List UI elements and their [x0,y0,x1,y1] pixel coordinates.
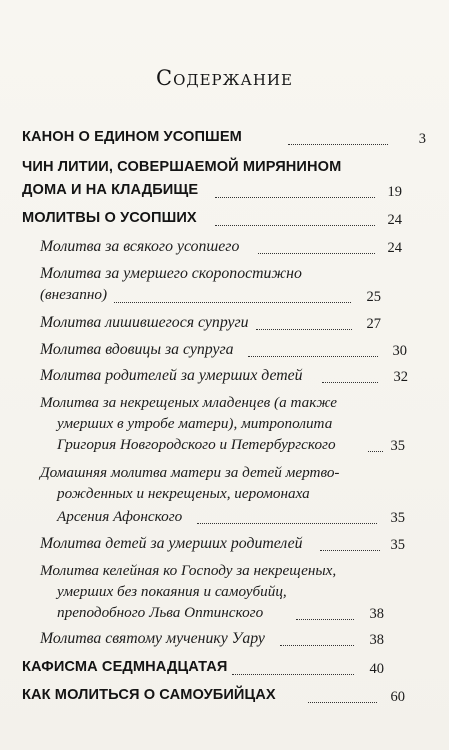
leader-dots [215,225,375,226]
toc-page-number: 38 [369,606,384,622]
toc-entry-title-continued: умерших в утробе матери), митрополита [57,415,333,432]
toc-entry-title-continued: Арсения Афонского [57,508,183,525]
toc-page-number: 35 [390,510,405,526]
leader-dots [320,550,380,551]
toc-page-number: 30 [392,343,407,359]
toc-entry-title: КАФИСМА СЕДМНАДЦАТАЯ [22,659,228,675]
toc-entry-title: Молитва за всякого усопшего [40,238,240,255]
toc-entry-title: Молитва за некрещеных младенцев (а также [40,394,337,411]
toc-page-number: 19 [387,184,402,200]
leader-dots [232,674,354,675]
toc-page-number: 40 [369,661,384,677]
toc-entry-title: КАК МОЛИТЬСЯ О САМОУБИЙЦАХ [22,687,276,703]
toc-entry-title: Молитва лишившегося супруги [40,314,249,331]
toc-entry-title-continued: рожденных и некрещеных, иеромонаха [57,485,310,502]
toc-page-number: 38 [369,632,384,648]
toc-entry-title: Молитва келейная ко Господу за некрещеных, [40,562,337,579]
toc-page-number: 35 [390,537,405,553]
leader-dots [114,302,351,303]
leader-dots [256,329,352,330]
leader-dots [280,645,354,646]
toc-page-number: 24 [387,240,402,256]
toc-page-number: 3 [418,131,426,147]
toc-entry-title-continued: Григория Новгородского и Петербургского [57,436,336,453]
toc-entry-title: Молитва за умершего скоропостижно [40,265,302,282]
toc-page-number: 27 [366,316,381,332]
toc-page-number: 35 [390,438,405,454]
toc-entry-title: Молитва святому мученику Уару [40,630,265,647]
toc-entry-title: ЧИН ЛИТИИ, СОВЕРШАЕМОЙ МИРЯНИНОМ [22,159,342,175]
leader-dots [197,523,377,524]
toc-entry-title: КАНОН О ЕДИНОМ УСОПШЕМ [22,129,242,145]
toc-entry-title-continued: ДОМА И НА КЛАДБИЩЕ [22,182,199,198]
toc-entry-title-continued: (внезапно) [40,286,108,303]
toc-page-number: 60 [390,689,405,705]
toc-entry-title: Домашняя молитва матери за детей мертво- [40,464,340,481]
leader-dots [258,253,375,254]
toc-page-number: 24 [387,212,402,228]
toc-entry-title-continued: преподобного Льва Оптинского [57,604,264,621]
toc-page-number: 32 [393,369,408,385]
leader-dots [288,144,388,145]
toc-entry-title: Молитва вдовицы за супруга [40,341,234,358]
toc-entry-title: Молитва детей за умерших родителей [40,535,303,552]
leader-dots [296,619,354,620]
leader-dots [308,702,377,703]
toc-entry-title-continued: умерших без покаяния и самоубийц, [57,583,287,600]
page-title: Содержание [156,66,293,90]
leader-dots [322,382,378,383]
toc-entry-title: Молитва родителей за умерших детей [40,367,303,384]
leader-dots [248,356,378,357]
toc-page-number: 25 [366,289,381,305]
leader-dots [215,197,375,198]
toc-entry-title: МОЛИТВЫ О УСОПШИХ [22,210,197,226]
